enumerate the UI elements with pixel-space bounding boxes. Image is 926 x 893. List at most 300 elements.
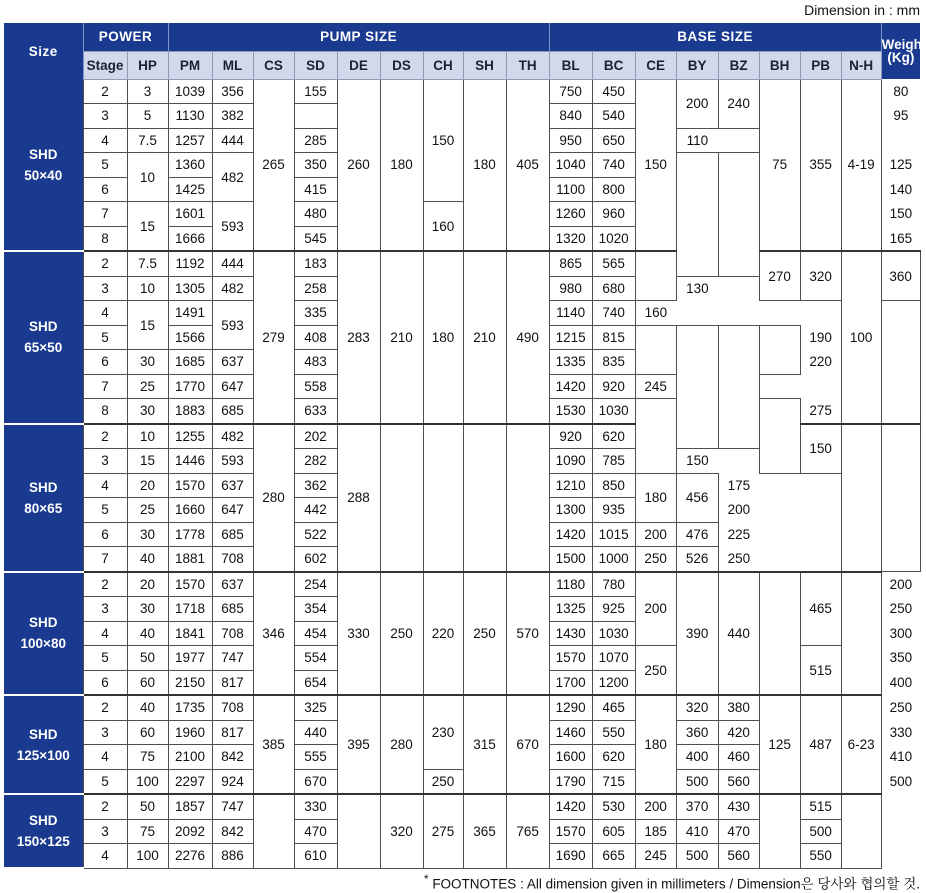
cell-bc: 740 [592, 153, 635, 178]
cell-hp: 40 [127, 695, 168, 720]
col-header-bc: BC [592, 51, 635, 79]
cell-by: 400 [676, 745, 718, 770]
cell-stage: 6 [83, 177, 127, 202]
cell-stage: 2 [83, 695, 127, 720]
cell-nh [841, 794, 881, 868]
col-header-bl: BL [549, 51, 592, 79]
cell-bz: 560 [718, 844, 759, 869]
cell-stage: 2 [83, 794, 127, 819]
cell-bl: 1335 [549, 350, 592, 375]
cell-pm: 1130 [168, 104, 212, 129]
cell-ch: 150 [423, 79, 463, 202]
cell-bz: 470 [718, 819, 759, 844]
cell-pm: 1305 [168, 276, 212, 301]
cell-th: 490 [506, 251, 549, 424]
cell-bc: 1030 [592, 399, 635, 424]
cell-bz: 430 [718, 794, 759, 819]
cell-pb: 550 [800, 844, 841, 869]
cell-bc: 465 [592, 695, 635, 720]
cell-pm: 1735 [168, 695, 212, 720]
cell-stage: 3 [83, 449, 127, 474]
cell-hp: 15 [127, 202, 168, 252]
cell-weight: 350 [889, 650, 913, 666]
cell-bl: 1700 [549, 670, 592, 695]
cell-pb: 456 [676, 473, 718, 522]
cell-bl: 840 [549, 104, 592, 129]
cell-th: 765 [506, 794, 549, 868]
model-cell [4, 251, 83, 424]
cell-ce [635, 325, 676, 374]
cell-bl: 1260 [549, 202, 592, 227]
cell-weight: 200 [889, 576, 913, 592]
cell-bl: 1325 [549, 597, 592, 622]
cell-cs: 280 [253, 424, 294, 572]
cell-pm: 1491 [168, 301, 212, 326]
col-header-cs: CS [253, 51, 294, 79]
cell-stage: 7 [83, 202, 127, 227]
model-size: 80×65 [24, 500, 63, 516]
cell-ds: 180 [380, 79, 423, 251]
model-cell [4, 79, 83, 251]
cell-weight: 95 [893, 108, 909, 124]
cell-weight: 150 [889, 206, 913, 222]
cell-bl: 1430 [549, 621, 592, 646]
cell-weight: 330 [889, 724, 913, 740]
cell-hp: 10 [127, 424, 168, 449]
cell-nh: 6-23 [841, 695, 881, 794]
col-header-sh: SH [463, 51, 506, 79]
cell-sd: 558 [294, 374, 337, 399]
cell-pb: 515 [800, 646, 841, 696]
cell-bz: 460 [718, 745, 759, 770]
cell-ds: 210 [380, 251, 423, 424]
col-header-ch: CH [423, 51, 463, 79]
cell-weight: 250 [889, 601, 913, 617]
model-size: 125×100 [16, 747, 70, 763]
model-cell [4, 424, 83, 572]
cell-bl: 950 [549, 128, 592, 153]
cell-cs: 265 [253, 79, 294, 251]
cell-sd: 202 [294, 424, 337, 449]
cell-bl: 1600 [549, 745, 592, 770]
cell-ml: 637 [212, 572, 253, 597]
cell-ml: 747 [212, 794, 253, 819]
cell-bc: 565 [592, 251, 635, 276]
model-cell [4, 794, 83, 868]
cell-stage: 5 [83, 498, 127, 523]
cell-ml: 685 [212, 597, 253, 622]
column-header-row [4, 51, 920, 79]
cell-bl: 865 [549, 251, 592, 276]
cell-weight: 150 [686, 453, 709, 469]
cell-weight: 225 [727, 526, 751, 542]
cell-sd: 330 [294, 794, 337, 819]
cell-de: 288 [337, 424, 380, 572]
cell-stage: 5 [83, 325, 127, 350]
cell-sd: 633 [294, 399, 337, 424]
cell-by: 200 [676, 79, 718, 128]
cell-ml: 842 [212, 819, 253, 844]
cell-ml: 637 [212, 473, 253, 498]
cell-by: 320 [676, 695, 718, 720]
cell-ml: 356 [212, 79, 253, 104]
cell-sd: 408 [294, 325, 337, 350]
cell-sd: 335 [294, 301, 337, 326]
col-header-ce: CE [635, 51, 676, 79]
cell-de: 283 [337, 251, 380, 424]
cell-ml: 647 [212, 498, 253, 523]
cell-bc: 815 [592, 325, 635, 350]
cell-stage: 5 [83, 153, 127, 178]
model-size: 50×40 [24, 167, 63, 183]
cell-bh: 100 [841, 251, 881, 424]
cell-pb: 355 [800, 79, 841, 251]
col-header-nh: N-H [841, 51, 881, 79]
cell-bl: 750 [549, 79, 592, 104]
col-header-de: DE [337, 51, 380, 79]
cell-pb: 476 [676, 522, 718, 547]
cell-bc: 960 [592, 202, 635, 227]
cell-bl: 1570 [549, 646, 592, 671]
cell-pm: 2150 [168, 670, 212, 695]
cell-de: 330 [337, 572, 380, 696]
cell-bc: 715 [592, 769, 635, 794]
cell-hp: 40 [127, 621, 168, 646]
cell-hp: 15 [127, 449, 168, 474]
cell-bc: 1020 [592, 226, 635, 251]
cell-weight: 250 [727, 551, 751, 566]
cell-bl: 1090 [549, 449, 592, 474]
cell-bc: 620 [592, 424, 635, 449]
cell-sd: 254 [294, 572, 337, 597]
cell-ml: 817 [212, 670, 253, 695]
cell-hp: 50 [127, 646, 168, 671]
cell-ml: 685 [212, 399, 253, 424]
cell-ml: 482 [212, 424, 253, 449]
cell-weight: 275 [809, 403, 832, 418]
cell-by: 370 [676, 794, 718, 819]
cell-by: 500 [676, 844, 718, 869]
cell-by: 410 [676, 819, 718, 844]
cell-pm: 1718 [168, 597, 212, 622]
model-cell [4, 695, 83, 794]
col-header-th: TH [506, 51, 549, 79]
cell-sh: 365 [463, 794, 506, 868]
table-row [4, 251, 920, 276]
cell-ml: 817 [212, 720, 253, 745]
cell-hp: 50 [127, 794, 168, 819]
cell-stage: 3 [83, 597, 127, 622]
cell-ml: 886 [212, 844, 253, 869]
cell-pm: 1257 [168, 128, 212, 153]
cell-bl: 1140 [549, 301, 592, 326]
cell-sd: 555 [294, 745, 337, 770]
model-size: 65×50 [24, 340, 63, 356]
cell-ml: 747 [212, 646, 253, 671]
col-header-sd: SD [294, 51, 337, 79]
table-header [4, 23, 926, 79]
cell-sh: 210 [463, 251, 506, 424]
size-header: Size [4, 23, 83, 79]
cell-pb: 487 [800, 695, 841, 794]
cell-bc: 800 [592, 177, 635, 202]
cell-ds: 280 [380, 695, 423, 794]
cell-bl: 1320 [549, 226, 592, 251]
cell-pm: 1192 [168, 251, 212, 276]
cell-bz: 420 [718, 720, 759, 745]
cell-hp: 40 [127, 547, 168, 572]
cell-sd [294, 104, 337, 129]
cell-sd: 285 [294, 128, 337, 153]
cell-nh: 4-19 [841, 79, 881, 251]
cell-pb: 360 [881, 251, 920, 301]
cell-bc: 925 [592, 597, 635, 622]
cell-stage: 4 [83, 128, 127, 153]
cell-ch: 230 [423, 695, 463, 769]
cell-weight: 410 [889, 749, 913, 765]
cell-ml: 637 [212, 350, 253, 375]
cell-bl: 1460 [549, 720, 592, 745]
cell-pb: 526 [676, 547, 718, 572]
cell-sd: 610 [294, 844, 337, 869]
cell-sh [463, 424, 506, 572]
cell-stage: 4 [83, 621, 127, 646]
cell-sh: 315 [463, 695, 506, 794]
cell-weight: 140 [889, 181, 913, 197]
cell-stage: 3 [83, 819, 127, 844]
cell-bl: 1420 [549, 794, 592, 819]
col-header-stage: Stage [83, 51, 127, 79]
cell-ch: 250 [423, 769, 463, 794]
cell-ds: 320 [380, 794, 423, 868]
cell-weight: 160 [644, 305, 668, 321]
weight-unit: (Kg) [887, 50, 915, 65]
cell-bc: 1200 [592, 670, 635, 695]
cell-by [676, 325, 718, 449]
cell-bc: 780 [592, 572, 635, 597]
cell-hp: 60 [127, 720, 168, 745]
cell-hp: 30 [127, 522, 168, 547]
cell-hp: 25 [127, 374, 168, 399]
model-size: 100×80 [20, 636, 66, 652]
cell-ml: 708 [212, 547, 253, 572]
cell-sd: 545 [294, 226, 337, 251]
cell-stage: 5 [83, 646, 127, 671]
cell-sd: 415 [294, 177, 337, 202]
cell-pm: 1881 [168, 547, 212, 572]
col-header-pb: PB [800, 51, 841, 79]
cell-bz: 320 [800, 251, 841, 301]
cell-pm: 1778 [168, 522, 212, 547]
cell-hp: 100 [127, 769, 168, 794]
cell-sd: 454 [294, 621, 337, 646]
cell-cs [253, 794, 294, 868]
cell-pm: 2100 [168, 745, 212, 770]
power-group-header: POWER [83, 23, 168, 51]
cell-hp: 30 [127, 399, 168, 424]
cell-bz: 240 [718, 79, 759, 128]
cell-sd: 554 [294, 646, 337, 671]
cell-pm: 1857 [168, 794, 212, 819]
cell-sh: 250 [463, 572, 506, 696]
cell-hp: 10 [127, 153, 168, 202]
cell-bl: 1300 [549, 498, 592, 523]
cell-ds: 250 [380, 572, 423, 696]
cell-by [676, 153, 718, 277]
cell-bh [759, 794, 800, 868]
cell-sd: 258 [294, 276, 337, 301]
cell-stage: 3 [83, 720, 127, 745]
cell-stage: 4 [83, 301, 127, 326]
cell-ch: 160 [423, 202, 463, 252]
cell-stage: 3 [83, 104, 127, 129]
cell-bc: 605 [592, 819, 635, 844]
cell-bl: 1180 [549, 572, 592, 597]
table-row [4, 794, 920, 819]
cell-bl: 1290 [549, 695, 592, 720]
cell-sd: 362 [294, 473, 337, 498]
col-header-bh: BH [759, 51, 800, 79]
cell-bc: 835 [592, 350, 635, 375]
cell-bc: 850 [592, 473, 635, 498]
cell-ce [635, 251, 676, 301]
cell-pb [759, 325, 800, 374]
cell-weight [881, 794, 920, 868]
cell-ce: 245 [635, 844, 676, 869]
cell-sd: 155 [294, 79, 337, 104]
cell-hp: 30 [127, 597, 168, 622]
cell-ml: 444 [212, 251, 253, 276]
cell-weight: 165 [889, 230, 913, 246]
cell-ce: 185 [635, 819, 676, 844]
table-row [4, 695, 920, 720]
cell-hp: 5 [127, 104, 168, 129]
cell-stage: 8 [83, 226, 127, 251]
col-header-bz: BZ [718, 51, 759, 79]
cell-ml: 482 [212, 153, 253, 202]
footnote-text: FOOTNOTES : All dimension given in millimeters / Dimension은 당사와 협의할 것. [432, 876, 920, 892]
cell-bc: 680 [592, 276, 635, 301]
cell-weight: 130 [686, 281, 709, 296]
col-header-hp: HP [127, 51, 168, 79]
cell-weight: 175 [727, 477, 751, 493]
cell-hp: 75 [127, 819, 168, 844]
cell-sd: 483 [294, 350, 337, 375]
cell-bl: 1100 [549, 177, 592, 202]
cell-bl: 1790 [549, 769, 592, 794]
cell-hp: 60 [127, 670, 168, 695]
cell-pm: 1960 [168, 720, 212, 745]
cell-hp: 3 [127, 79, 168, 104]
cell-sd: 440 [294, 720, 337, 745]
cell-pb: 465 [800, 572, 841, 646]
cell-pm: 1360 [168, 153, 212, 178]
cell-pm: 1660 [168, 498, 212, 523]
cell-sd: 602 [294, 547, 337, 572]
cell-bh: 75 [759, 79, 800, 251]
cell-sd: 522 [294, 522, 337, 547]
table-row [4, 572, 920, 597]
cell-hp: 20 [127, 572, 168, 597]
cell-bc: 1015 [592, 522, 635, 547]
cell-stage: 2 [83, 424, 127, 449]
cell-ds [380, 424, 423, 572]
cell-weight: 300 [889, 625, 913, 641]
cell-ml: 708 [212, 621, 253, 646]
cell-bz [718, 153, 759, 277]
cell-weight: 125 [889, 157, 913, 173]
col-header-ml: ML [212, 51, 253, 79]
cell-stage: 8 [83, 399, 127, 424]
cell-sd: 183 [294, 251, 337, 276]
cell-pm: 2092 [168, 819, 212, 844]
table-body [4, 79, 920, 868]
cell-de [337, 794, 380, 868]
cell-ce: 180 [635, 695, 676, 794]
unit-note: Dimension in : mm [804, 2, 920, 18]
cell-bz: 380 [718, 695, 759, 720]
cell-bl: 1530 [549, 399, 592, 424]
cell-hp: 75 [127, 745, 168, 770]
cell-pm: 1883 [168, 399, 212, 424]
cell-bz: 560 [718, 769, 759, 794]
cell-hp: 100 [127, 844, 168, 869]
cell-pm: 1570 [168, 572, 212, 597]
cell-sd: 470 [294, 819, 337, 844]
cell-ce: 180 [635, 473, 676, 522]
cell-pm: 1446 [168, 449, 212, 474]
cell-weight: 220 [809, 354, 832, 370]
cell-ch: 275 [423, 794, 463, 868]
cell-cs: 385 [253, 695, 294, 794]
model-name: SHD [28, 726, 58, 742]
cell-sd: 442 [294, 498, 337, 523]
cell-ml: 647 [212, 374, 253, 399]
cell-pm: 1841 [168, 621, 212, 646]
cell-ce: 200 [635, 794, 676, 819]
cell-ml: 382 [212, 104, 253, 129]
cell-stage: 7 [83, 547, 127, 572]
cell-stage: 3 [83, 276, 127, 301]
weight-header [881, 23, 926, 79]
cell-sh: 180 [463, 79, 506, 251]
model-size: 150×125 [16, 834, 70, 849]
cell-bc: 935 [592, 498, 635, 523]
cell-stage: 4 [83, 745, 127, 770]
cell-ce: 250 [635, 646, 676, 696]
cell-bl: 1215 [549, 325, 592, 350]
cell-ce: 200 [635, 572, 676, 646]
cell-stage: 7 [83, 374, 127, 399]
cell-sd: 350 [294, 153, 337, 178]
col-header-ds: DS [380, 51, 423, 79]
cell-bz: 440 [718, 572, 759, 696]
cell-hp: 7.5 [127, 251, 168, 276]
cell-weight: 400 [889, 675, 913, 690]
model-name: SHD [28, 813, 58, 828]
cell-ce [635, 399, 676, 474]
weight-label: Weight [881, 37, 926, 52]
footnote [424, 872, 920, 893]
cell-ml: 685 [212, 522, 253, 547]
cell-bl: 1420 [549, 522, 592, 547]
cell-weight: 200 [727, 502, 751, 518]
cell-th: 570 [506, 572, 549, 696]
cell-sd: 654 [294, 670, 337, 695]
cell-ml: 842 [212, 745, 253, 770]
cell-weight: 190 [809, 329, 832, 345]
cell-ml: 593 [212, 301, 253, 350]
